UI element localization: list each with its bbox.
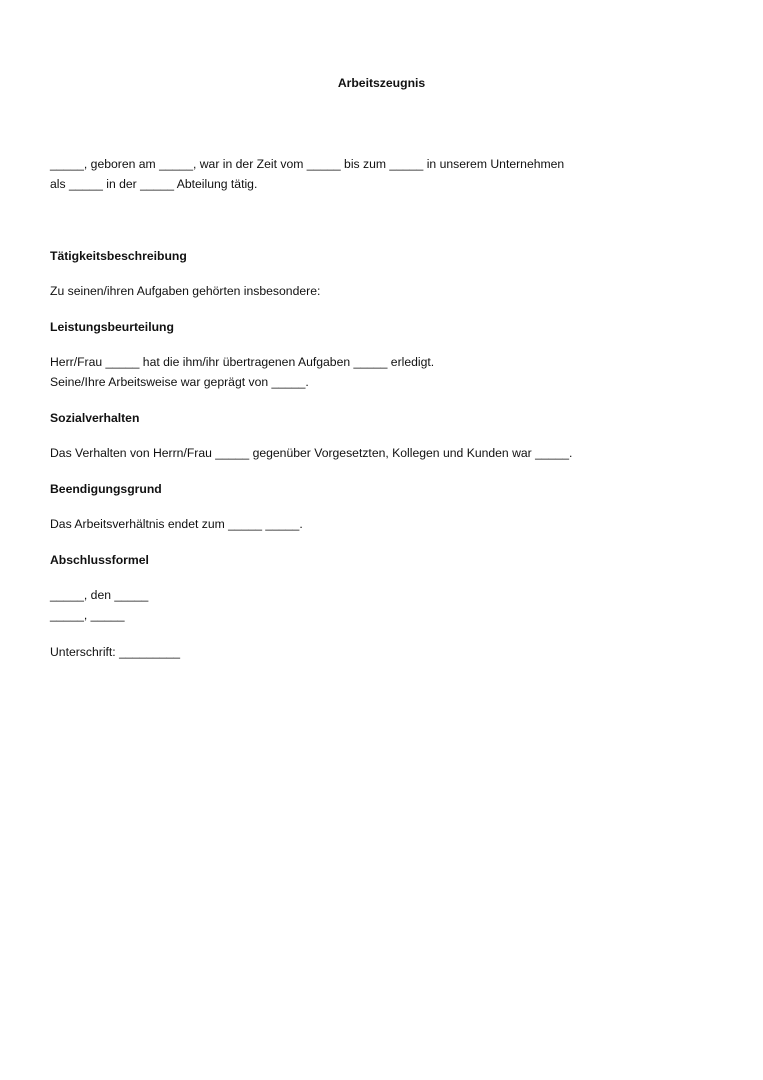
- abschluss-ort-datum: _____, den _____: [50, 588, 149, 602]
- leistung-text-1: Herr/Frau _____ hat die ihm/ihr übertragenen Aufgaben _____ erledigt.: [50, 355, 435, 369]
- heading-sozialverhalten: Sozialverhalten: [50, 411, 140, 425]
- abschluss-name: _____, _____: [50, 608, 125, 622]
- heading-taetigkeitsbeschreibung: Tätigkeitsbeschreibung: [50, 249, 187, 263]
- beendigung-text: Das Arbeitsverhältnis endet zum _____ _____.: [50, 517, 303, 531]
- document-title: Arbeitszeugnis: [337, 76, 426, 90]
- signature-line: Unterschrift: _________: [50, 645, 181, 659]
- sozial-text: Das Verhalten von Herrn/Frau _____ gegenüber Vorgesetzten, Kollegen und Kunden war _____.: [50, 446, 573, 460]
- taetigkeit-text: Zu seinen/ihren Aufgaben gehörten insbesondere:: [50, 284, 321, 298]
- heading-beendigungsgrund: Beendigungsgrund: [50, 482, 162, 496]
- intro-line-1: _____, geboren am _____, war in der Zeit vom _____ bis zum _____ in unserem Unternehmen: [50, 157, 565, 171]
- heading-leistungsbeurteilung: Leistungsbeurteilung: [50, 320, 174, 334]
- leistung-text-2: Seine/Ihre Arbeitsweise war geprägt von _____.: [50, 375, 309, 389]
- heading-abschlussformel: Abschlussformel: [50, 553, 149, 567]
- intro-line-2: als _____ in der _____ Abteilung tätig.: [50, 177, 258, 191]
